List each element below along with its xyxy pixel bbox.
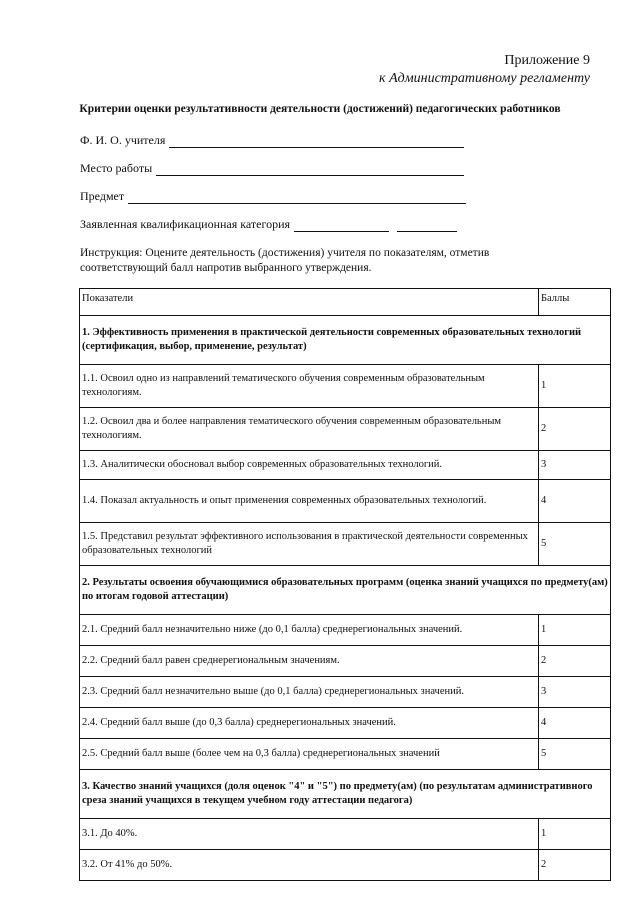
indicator-cell: 1.2. Освоил два и более направления тематического обучения современным образовательным технологиям.	[80, 408, 539, 451]
workplace-blank-line[interactable]	[156, 163, 464, 176]
table-row	[80, 523, 611, 566]
section-row	[80, 770, 611, 819]
fio-blank-line[interactable]	[169, 135, 464, 148]
indicator-cell: 2.5. Средний балл выше (более чем на 0,3 балла) среднерегиональных значений	[80, 739, 539, 770]
appendix-number: Приложение 9	[504, 53, 590, 68]
indicator-cell: 3.2. От 41% до 50%.	[80, 850, 539, 881]
score-cell[interactable]: 1	[539, 365, 611, 408]
header-indicator: Показатели	[80, 289, 539, 316]
indicator-cell: 2.2. Средний балл равен среднерегиональным значениям.	[80, 646, 539, 677]
workplace-label: Место работы	[80, 161, 153, 175]
score-cell[interactable]: 2	[539, 408, 611, 451]
indicator-cell: 2.4. Средний балл выше (до 0,3 балла) среднерегиональных значений.	[80, 708, 539, 739]
subject-blank-line[interactable]	[128, 191, 466, 204]
table-row	[80, 677, 611, 708]
criteria-table	[79, 288, 611, 881]
category-field[interactable]	[80, 217, 457, 232]
score-cell[interactable]: 3	[539, 677, 611, 708]
score-cell[interactable]: 1	[539, 615, 611, 646]
appendix-reference: к Административному регламенту	[379, 71, 590, 86]
table-row	[80, 708, 611, 739]
indicator-cell: 1.1. Освоил одно из направлений тематического обучения современным образовательным технологиям.	[80, 365, 539, 408]
table-row	[80, 480, 611, 523]
table-row	[80, 819, 611, 850]
indicator-cell: 2.1. Средний балл незначительно ниже (до 0,1 балла) среднерегиональных значений.	[80, 615, 539, 646]
header-score: Баллы	[539, 289, 611, 316]
section-row	[80, 566, 611, 615]
subject-label: Предмет	[80, 189, 125, 203]
table-row	[80, 451, 611, 480]
score-cell[interactable]: 5	[539, 739, 611, 770]
indicator-cell: 1.5. Представил результат эффективного использования в практической деятельности современных образовательных технологий	[80, 523, 539, 566]
score-cell[interactable]: 4	[539, 708, 611, 739]
score-cell[interactable]: 2	[539, 850, 611, 881]
table-row	[80, 739, 611, 770]
category-blank-line-2[interactable]	[397, 219, 457, 232]
indicator-cell: 1.4. Показал актуальность и опыт применения современных образовательных технологий.	[80, 480, 539, 523]
table-row	[80, 646, 611, 677]
document-title: Критерии оценки результативности деятельности (достижений) педагогических работников	[79, 103, 561, 115]
table-row	[80, 850, 611, 881]
score-cell[interactable]: 3	[539, 451, 611, 480]
subject-field[interactable]	[80, 189, 466, 204]
section-title: 3. Качество знаний учащихся (доля оценок "4" и "5") по предмету(ам) (по результатам административного среза знаний учащихся в текущем учебном году аттестации педагога)	[80, 770, 611, 819]
indicator-cell: 1.3. Аналитически обосновал выбор современных образовательных технологий.	[80, 451, 539, 480]
score-cell[interactable]: 1	[539, 819, 611, 850]
score-cell[interactable]: 2	[539, 646, 611, 677]
appendix-header	[379, 52, 590, 88]
fio-field[interactable]	[80, 133, 464, 148]
table-header-row	[80, 289, 611, 316]
fio-label: Ф. И. О. учителя	[80, 133, 166, 147]
table-row	[80, 615, 611, 646]
score-cell[interactable]: 4	[539, 480, 611, 523]
section-title: 2. Результаты освоения обучающимися образовательных программ (оценка знаний учащихся по предмету(ам) по итогам годовой аттестации)	[80, 566, 611, 615]
table-row	[80, 408, 611, 451]
indicator-cell: 2.3. Средний балл незначительно выше (до 0,1 балла) среднерегиональных значений.	[80, 677, 539, 708]
category-label: Заявленная квалификационная категория	[80, 217, 291, 231]
section-title: 1. Эффективность применения в практической деятельности современных образовательных технологий (сертификация, выбор, применение, результат)	[80, 316, 611, 365]
score-cell[interactable]: 5	[539, 523, 611, 566]
instruction-text: Инструкция: Оцените деятельность (достижения) учителя по показателям, отметив соответствующий балл напротив выбранного утверждения.	[80, 247, 490, 274]
table-row	[80, 365, 611, 408]
section-row	[80, 316, 611, 365]
indicator-cell: 3.1. До 40%.	[80, 819, 539, 850]
workplace-field[interactable]	[80, 161, 464, 176]
category-blank-line-1[interactable]	[294, 219, 389, 232]
